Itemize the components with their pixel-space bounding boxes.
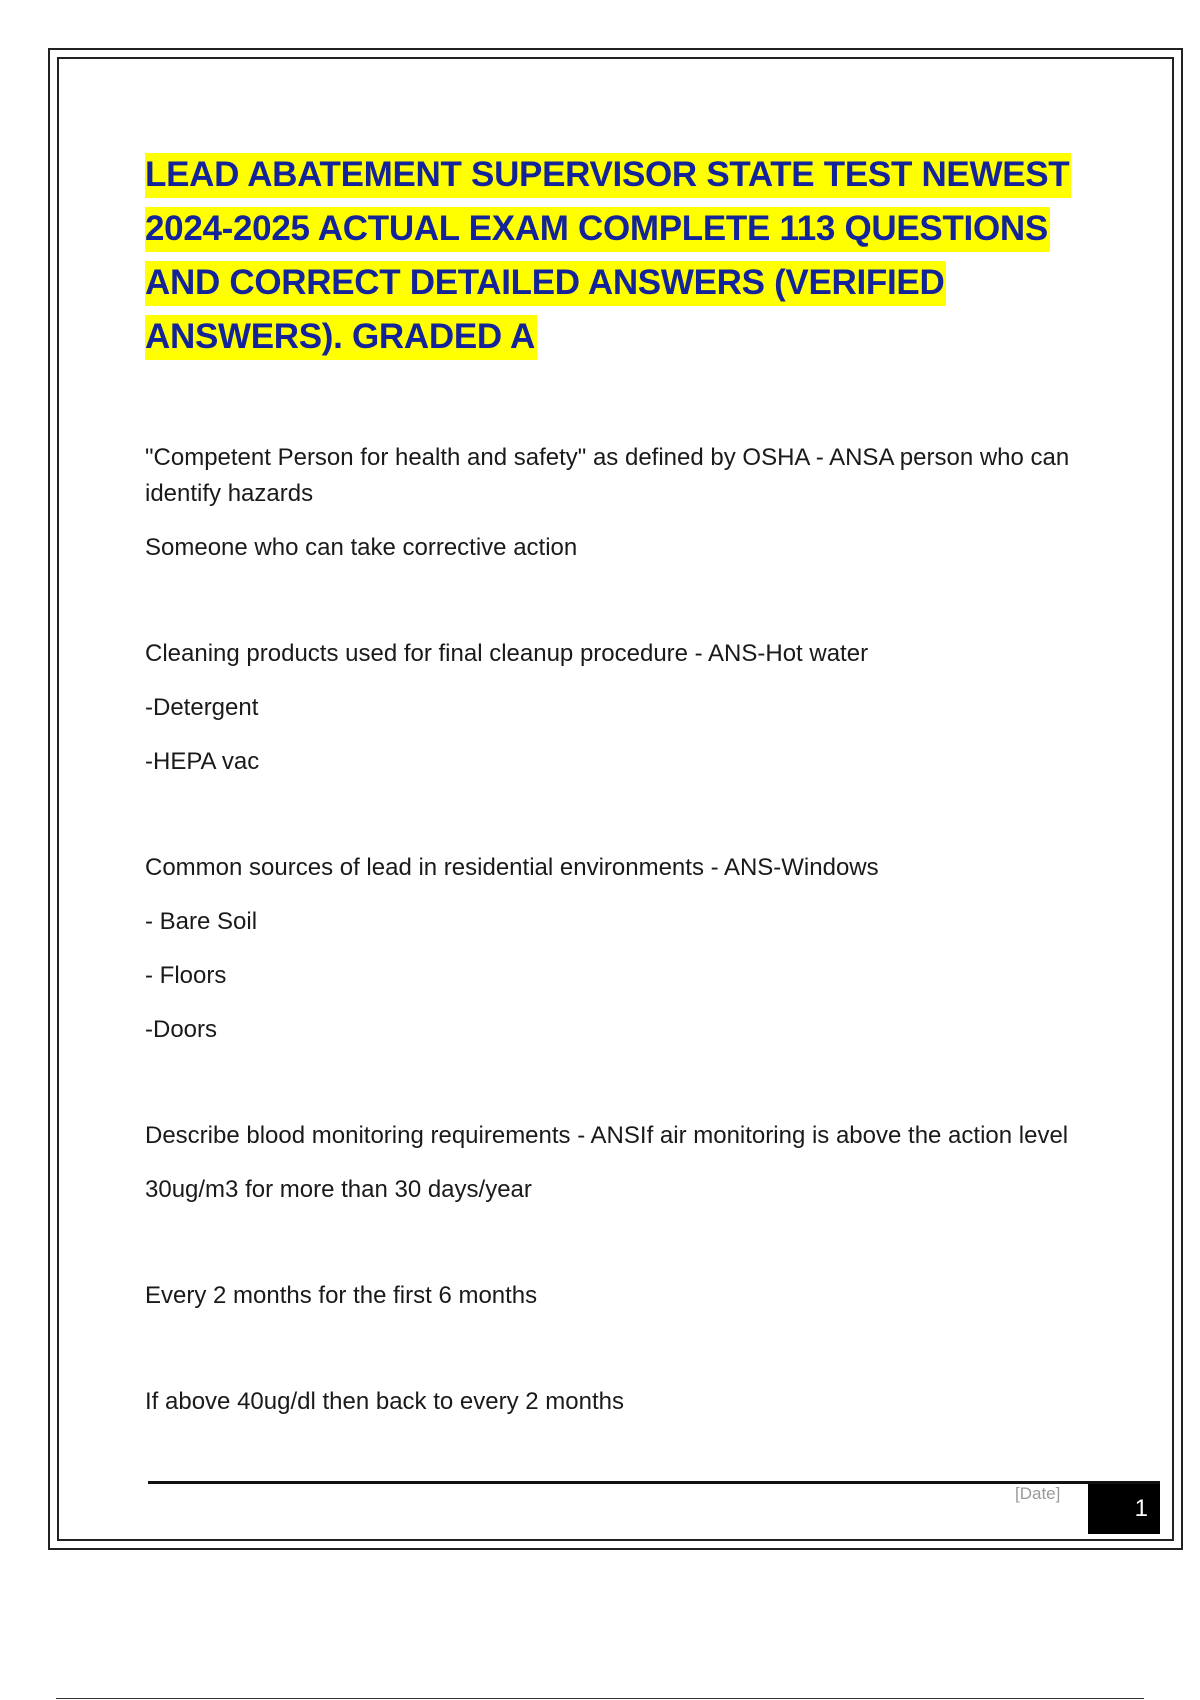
- qa-3-line-3: - Floors: [145, 962, 227, 989]
- qa-3-line-4: -Doors: [145, 1016, 218, 1043]
- qa-4-line-4: If above 40ug/dl then back to every 2 months: [145, 1388, 624, 1415]
- page-number: 1: [1088, 1484, 1160, 1534]
- footer-divider: [148, 1481, 1160, 1484]
- document-title-text: LEAD ABATEMENT SUPERVISOR STATE TEST NEWEST 2024-2025 ACTUAL EXAM COMPLETE 113 QUESTIONS AND CORRECT DETAILED ANSWERS (VERIFIED ANSWERS). GRADED A: [145, 153, 1071, 360]
- document-title: [145, 148, 1105, 364]
- qa-2-line-2: -Detergent: [145, 694, 259, 721]
- qa-4-line-1: Describe blood monitoring requirements - ANSIf air monitoring is above the action level: [145, 1122, 1069, 1149]
- qa-1-line-1: "Competent Person for health and safety" as defined by OSHA - ANSA person who can identify hazards: [145, 444, 1070, 507]
- document-body: [145, 148, 1105, 1420]
- qa-4-line-2: 30ug/m3 for more than 30 days/year: [145, 1176, 532, 1203]
- qa-1-line-2: Someone who can take corrective action: [145, 534, 578, 561]
- qa-3-line-2: - Bare Soil: [145, 908, 258, 935]
- qa-2-line-3: -HEPA vac: [145, 748, 260, 775]
- next-page-top-edge: [56, 1698, 1144, 1699]
- qa-4-line-3: Every 2 months for the first 6 months: [145, 1282, 538, 1309]
- qa-3-line-1: Common sources of lead in residential environments - ANS-Windows: [145, 854, 879, 881]
- footer-date-placeholder: [Date]: [1015, 1484, 1061, 1503]
- qa-2-line-1: Cleaning products used for final cleanup procedure - ANS-Hot water: [145, 640, 869, 667]
